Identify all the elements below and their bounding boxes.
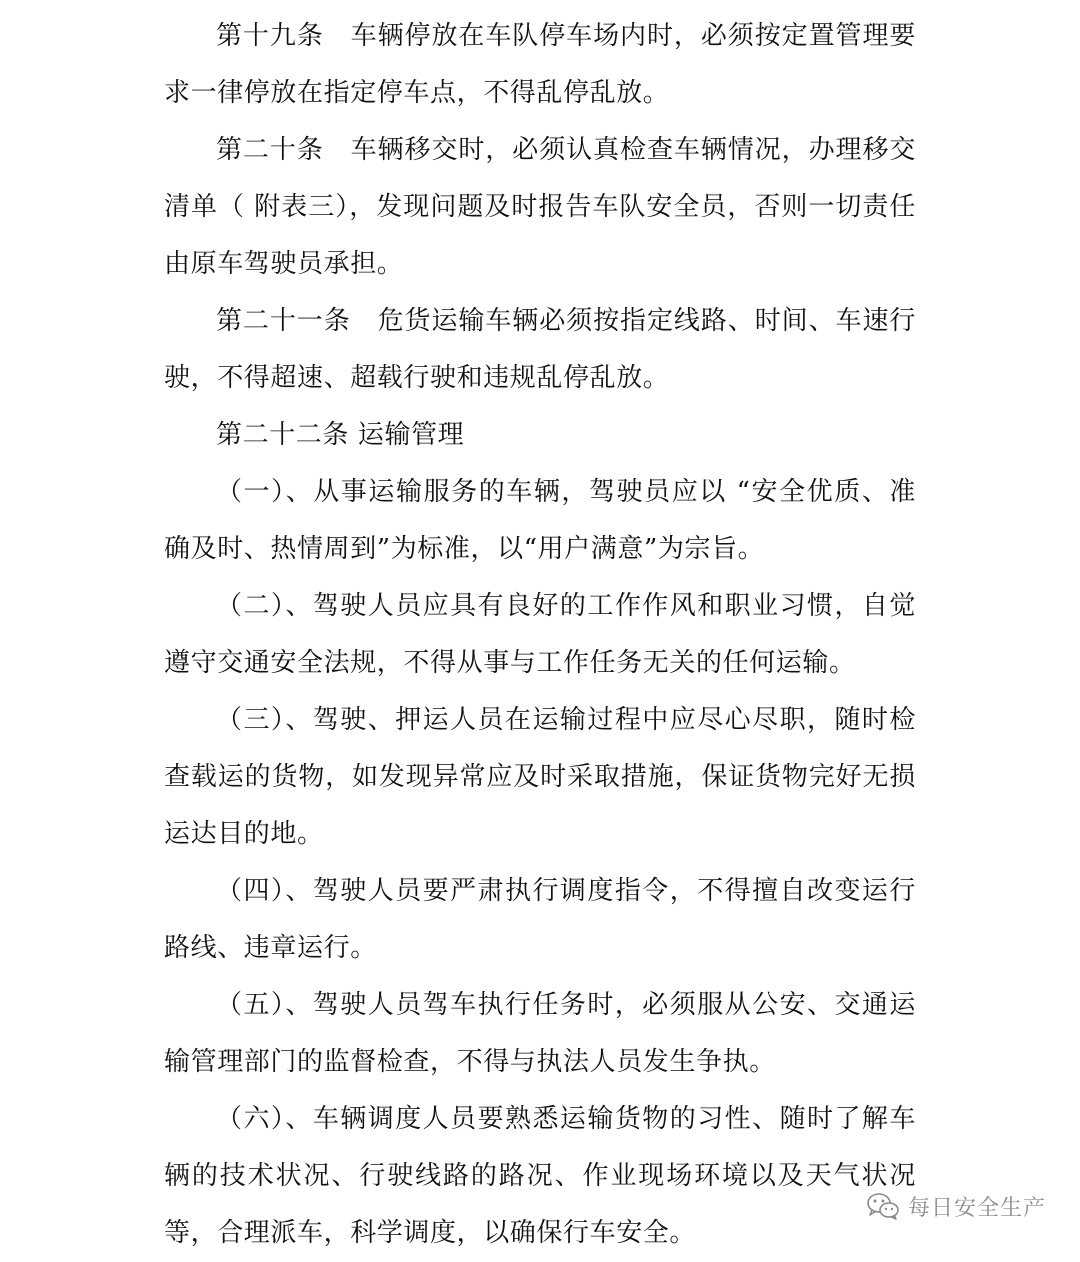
document-body (164, 8, 916, 1262)
paragraph-item-2: （二）、驾驶人员应具有良好的工作作风和职业习惯，自觉遵守交通安全法规，不得从事与工作任务无关的任何运输。 (164, 591, 916, 678)
paragraph-item-3: （三）、驾驶、押运人员在运输过程中应尽心尽职，随时检查载运的货物，如发现异常应及时采取措施，保证货物完好无损运达目的地。 (164, 705, 916, 849)
paragraph-item-6: （六）、车辆调度人员要熟悉运输货物的习性、随时了解车辆的技术状况、行驶线路的路况、作业现场环境以及天气状况等，合理派车，科学调度，以确保行车安全。 (164, 1104, 916, 1248)
watermark-text: 每日安全生产 (907, 1195, 1046, 1221)
paragraph-article-21: 第二十一条 危货运输车辆必须按指定线路、时间、车速行驶，不得超速、超载行驶和违规乱停乱放。 (164, 306, 916, 393)
paragraph-item-5: （五）、驾驶人员驾车执行任务时，必须服从公安、交通运输管理部门的监督检查，不得与执法人员发生争执。 (164, 990, 916, 1077)
paragraph-article-20: 第二十条 车辆移交时，必须认真检查车辆情况，办理移交清单（ 附表三），发现问题及时报告车队安全员，否则一切责任由原车驾驶员承担。 (164, 135, 916, 279)
paragraph-article-19: 第十九条 车辆停放在车队停车场内时，必须按定置管理要求一律停放在指定停车点，不得乱停乱放。 (164, 21, 916, 108)
watermark (866, 1186, 1046, 1226)
paragraph-article-22-heading: 第二十二条 运输管理 (216, 420, 465, 450)
paragraph-item-4: （四）、驾驶人员要严肃执行调度指令，不得擅自改变运行路线、违章运行。 (164, 876, 916, 963)
wechat-icon (866, 1191, 900, 1221)
paragraph-item-1: （一）、从事运输服务的车辆，驾驶员应以 “安全优质、准确及时、热情周到”为标准，以“用户满意”为宗旨。 (164, 477, 916, 564)
